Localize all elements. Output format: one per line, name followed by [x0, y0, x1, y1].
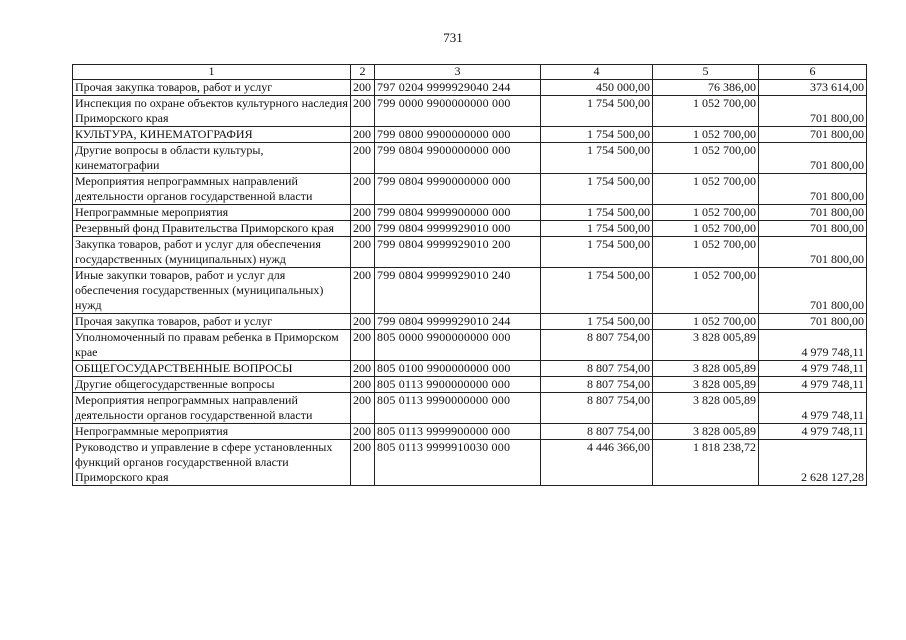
row-amount-diff-cell: 4 979 748,11: [759, 377, 867, 393]
row-amount-plan-cell: 1 754 500,00: [541, 221, 653, 237]
row-code-cell: 799 0804 9900000000 000: [375, 143, 541, 174]
row-ministry-cell: 200: [351, 440, 375, 486]
row-amount-diff-cell: 4 979 748,11: [759, 424, 867, 440]
table-row: [73, 268, 867, 314]
row-code-cell: 799 0000 9900000000 000: [375, 96, 541, 127]
row-amount-plan-cell: 450 000,00: [541, 80, 653, 96]
row-name-cell: Инспекция по охране объектов культурного наследия Приморского края: [73, 96, 351, 127]
row-ministry-cell: 200: [351, 377, 375, 393]
row-name-cell: Руководство и управление в сфере установленных функций органов государственной власти Приморского края: [73, 440, 351, 486]
row-code-cell: 797 0204 9999929040 244: [375, 80, 541, 96]
row-amount-plan-cell: 1 754 500,00: [541, 96, 653, 127]
row-ministry-cell: 200: [351, 393, 375, 424]
row-ministry-cell: 200: [351, 127, 375, 143]
row-ministry-cell: 200: [351, 268, 375, 314]
row-amount-plan-cell: 1 754 500,00: [541, 143, 653, 174]
row-amount-exec-cell: 3 828 005,89: [653, 330, 759, 361]
row-ministry-cell: 200: [351, 314, 375, 330]
table-row: [73, 424, 867, 440]
table-row: [73, 174, 867, 205]
row-amount-plan-cell: 1 754 500,00: [541, 268, 653, 314]
row-name-cell: Закупка товаров, работ и услуг для обеспечения государственных (муниципальных) нужд: [73, 237, 351, 268]
row-name-cell: Непрограммные мероприятия: [73, 205, 351, 221]
row-amount-exec-cell: 1 052 700,00: [653, 127, 759, 143]
budget-table: [72, 64, 867, 486]
row-amount-diff-cell: 701 800,00: [759, 174, 867, 205]
column-number-row: [73, 65, 867, 80]
row-amount-exec-cell: 3 828 005,89: [653, 424, 759, 440]
table-row: [73, 330, 867, 361]
row-amount-exec-cell: 1 052 700,00: [653, 268, 759, 314]
row-amount-diff-cell: 701 800,00: [759, 143, 867, 174]
row-amount-diff-cell: 373 614,00: [759, 80, 867, 96]
row-amount-exec-cell: 3 828 005,89: [653, 393, 759, 424]
row-name-cell: Мероприятия непрограммных направлений деятельности органов государственной власти: [73, 174, 351, 205]
row-ministry-cell: 200: [351, 330, 375, 361]
row-amount-exec-cell: 1 052 700,00: [653, 237, 759, 268]
row-amount-diff-cell: 701 800,00: [759, 268, 867, 314]
table-row: [73, 143, 867, 174]
row-amount-plan-cell: 1 754 500,00: [541, 237, 653, 268]
row-ministry-cell: 200: [351, 361, 375, 377]
column-header-5: 5: [653, 65, 759, 80]
row-amount-plan-cell: 4 446 366,00: [541, 440, 653, 486]
row-name-cell: Непрограммные мероприятия: [73, 424, 351, 440]
row-code-cell: 805 0113 9999900000 000: [375, 424, 541, 440]
row-code-cell: 805 0113 9900000000 000: [375, 377, 541, 393]
row-ministry-cell: 200: [351, 143, 375, 174]
row-amount-exec-cell: 1 818 238,72: [653, 440, 759, 486]
row-name-cell: Другие общегосударственные вопросы: [73, 377, 351, 393]
row-amount-plan-cell: 1 754 500,00: [541, 314, 653, 330]
row-amount-diff-cell: 4 979 748,11: [759, 393, 867, 424]
row-code-cell: 805 0000 9900000000 000: [375, 330, 541, 361]
row-amount-exec-cell: 1 052 700,00: [653, 174, 759, 205]
row-ministry-cell: 200: [351, 221, 375, 237]
row-amount-exec-cell: 1 052 700,00: [653, 143, 759, 174]
row-amount-plan-cell: 1 754 500,00: [541, 205, 653, 221]
row-amount-diff-cell: 4 979 748,11: [759, 361, 867, 377]
row-ministry-cell: 200: [351, 96, 375, 127]
row-amount-diff-cell: 701 800,00: [759, 237, 867, 268]
row-amount-exec-cell: 3 828 005,89: [653, 377, 759, 393]
row-amount-diff-cell: 4 979 748,11: [759, 330, 867, 361]
row-code-cell: 799 0804 9999929010 000: [375, 221, 541, 237]
column-header-1: 1: [73, 65, 351, 80]
row-name-cell: Другие вопросы в области культуры, кинематографии: [73, 143, 351, 174]
row-name-cell: Прочая закупка товаров, работ и услуг: [73, 80, 351, 96]
table-row: [73, 205, 867, 221]
row-amount-exec-cell: 1 052 700,00: [653, 221, 759, 237]
row-code-cell: 799 0804 9999900000 000: [375, 205, 541, 221]
row-amount-plan-cell: 1 754 500,00: [541, 174, 653, 205]
row-amount-exec-cell: 1 052 700,00: [653, 314, 759, 330]
row-amount-plan-cell: 8 807 754,00: [541, 330, 653, 361]
column-header-6: 6: [759, 65, 867, 80]
row-code-cell: 799 0800 9900000000 000: [375, 127, 541, 143]
row-name-cell: Резервный фонд Правительства Приморского края: [73, 221, 351, 237]
table-row: [73, 377, 867, 393]
row-ministry-cell: 200: [351, 80, 375, 96]
table-row: [73, 221, 867, 237]
row-code-cell: 799 0804 9990000000 000: [375, 174, 541, 205]
row-ministry-cell: 200: [351, 237, 375, 268]
table-row: [73, 393, 867, 424]
row-amount-diff-cell: 701 800,00: [759, 314, 867, 330]
table-row: [73, 80, 867, 96]
row-amount-diff-cell: 701 800,00: [759, 221, 867, 237]
row-name-cell: ОБЩЕГОСУДАРСТВЕННЫЕ ВОПРОСЫ: [73, 361, 351, 377]
table-row: [73, 127, 867, 143]
row-amount-plan-cell: 8 807 754,00: [541, 393, 653, 424]
row-ministry-cell: 200: [351, 205, 375, 221]
row-code-cell: 799 0804 9999929010 240: [375, 268, 541, 314]
table-row: [73, 96, 867, 127]
table-row: [73, 314, 867, 330]
row-name-cell: Прочая закупка товаров, работ и услуг: [73, 314, 351, 330]
column-header-4: 4: [541, 65, 653, 80]
row-amount-diff-cell: 701 800,00: [759, 127, 867, 143]
row-code-cell: 805 0113 9990000000 000: [375, 393, 541, 424]
row-amount-exec-cell: 1 052 700,00: [653, 96, 759, 127]
row-amount-plan-cell: 8 807 754,00: [541, 424, 653, 440]
row-ministry-cell: 200: [351, 424, 375, 440]
row-amount-exec-cell: 3 828 005,89: [653, 361, 759, 377]
row-amount-plan-cell: 8 807 754,00: [541, 377, 653, 393]
row-name-cell: КУЛЬТУРА, КИНЕМАТОГРАФИЯ: [73, 127, 351, 143]
row-amount-plan-cell: 8 807 754,00: [541, 361, 653, 377]
row-amount-diff-cell: 701 800,00: [759, 205, 867, 221]
row-name-cell: Уполномоченный по правам ребенка в Приморском крае: [73, 330, 351, 361]
row-amount-plan-cell: 1 754 500,00: [541, 127, 653, 143]
page-number: 731: [443, 30, 463, 45]
table-row: [73, 237, 867, 268]
row-amount-exec-cell: 1 052 700,00: [653, 205, 759, 221]
row-amount-diff-cell: 701 800,00: [759, 96, 867, 127]
column-header-2: 2: [351, 65, 375, 80]
table-row: [73, 440, 867, 486]
table-row: [73, 361, 867, 377]
row-code-cell: 805 0113 9999910030 000: [375, 440, 541, 486]
row-amount-diff-cell: 2 628 127,28: [759, 440, 867, 486]
row-code-cell: 805 0100 9900000000 000: [375, 361, 541, 377]
row-ministry-cell: 200: [351, 174, 375, 205]
row-name-cell: Иные закупки товаров, работ и услуг для обеспечения государственных (муниципальных) нужд: [73, 268, 351, 314]
row-name-cell: Мероприятия непрограммных направлений деятельности органов государственной власти: [73, 393, 351, 424]
column-header-3: 3: [375, 65, 541, 80]
row-code-cell: 799 0804 9999929010 200: [375, 237, 541, 268]
row-code-cell: 799 0804 9999929010 244: [375, 314, 541, 330]
row-amount-exec-cell: 76 386,00: [653, 80, 759, 96]
